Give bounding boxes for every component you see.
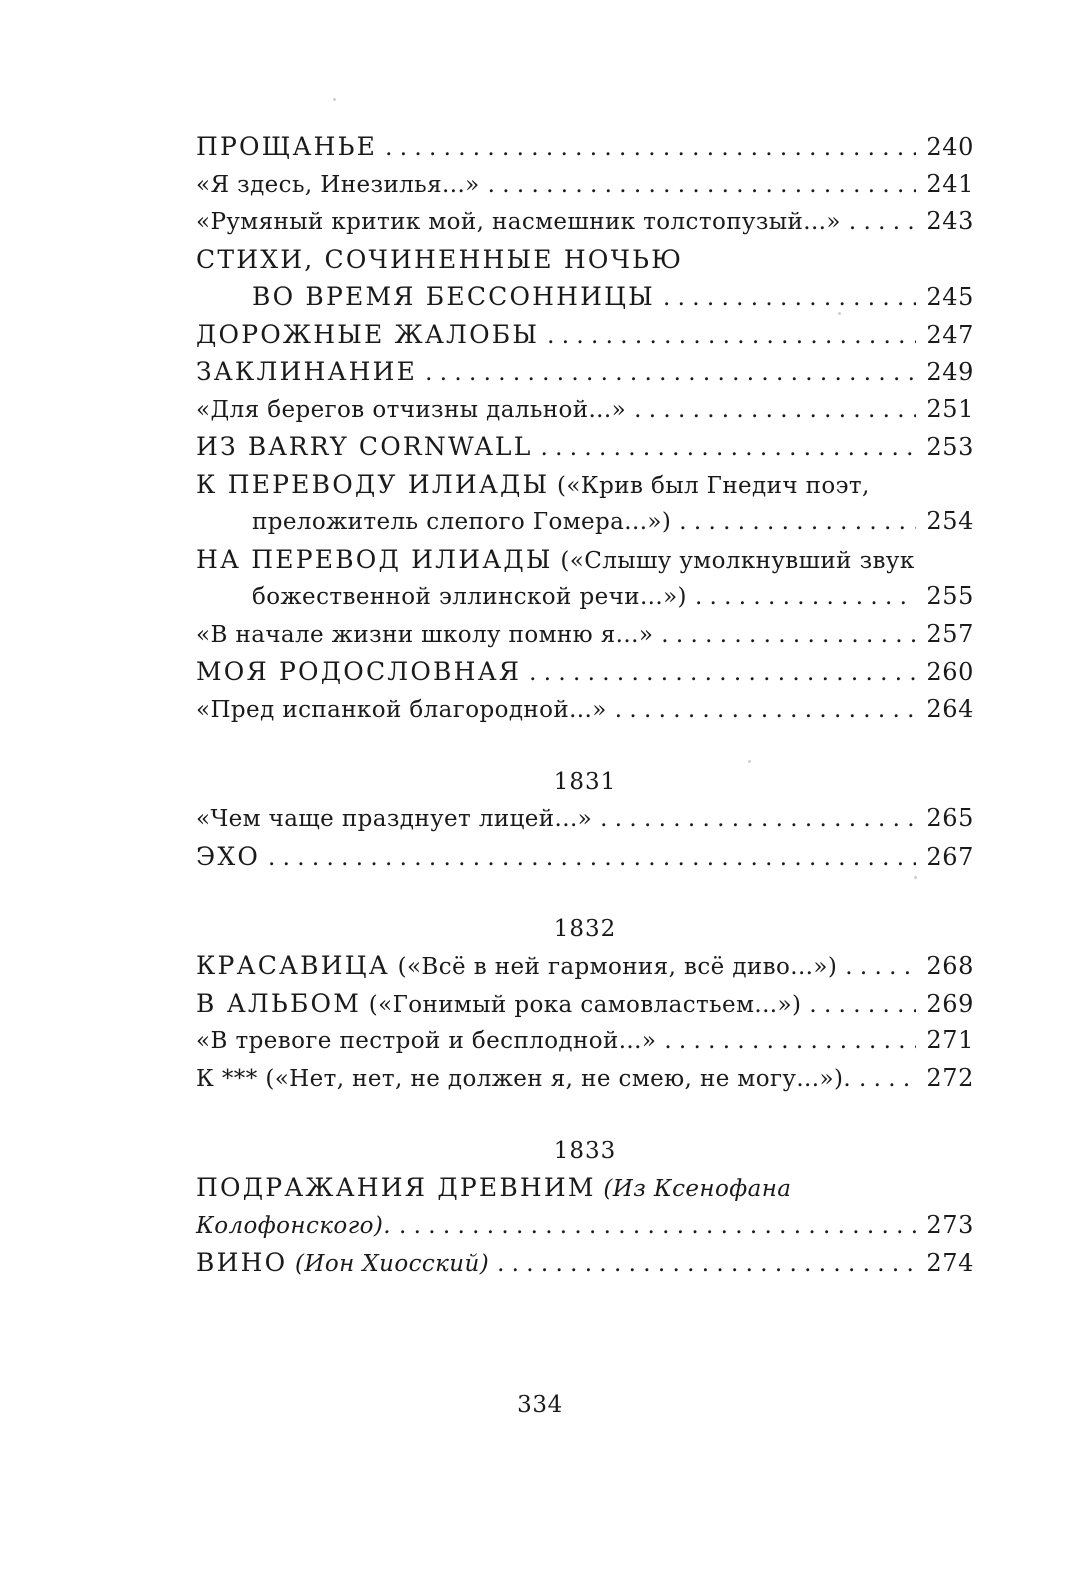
toc-entry-line bbox=[196, 278, 974, 316]
first-line-text: «Чем чаще празднует лицей...» bbox=[196, 806, 593, 832]
toc-entry-line bbox=[196, 838, 974, 876]
toc-entry-line bbox=[196, 947, 974, 985]
first-line-text: («Гонимый рока самовластьем...») bbox=[361, 991, 802, 1018]
entry-page-number: 265 bbox=[926, 804, 974, 832]
poem-title: КРАСАВИЦА bbox=[196, 951, 390, 980]
first-line-text: «В тревоге пестрой и бесплодной...» bbox=[196, 1028, 657, 1054]
first-line-text: «Я здесь, Инезилья...» bbox=[196, 171, 480, 198]
entry-page-number: 249 bbox=[926, 358, 974, 386]
toc-entry-line bbox=[196, 466, 974, 504]
entry-title bbox=[196, 392, 626, 431]
toc-entry[interactable] bbox=[196, 241, 974, 316]
toc-entry[interactable] bbox=[196, 391, 974, 429]
entry-title bbox=[196, 128, 377, 169]
toc-entry-line bbox=[196, 428, 974, 466]
toc-entry[interactable] bbox=[196, 947, 974, 985]
toc-entry-line bbox=[196, 1244, 974, 1282]
toc-entry[interactable] bbox=[196, 653, 974, 691]
entry-title bbox=[196, 653, 521, 694]
entry-page-number: 247 bbox=[926, 320, 974, 349]
toc-entry-line bbox=[196, 241, 974, 279]
toc-entry[interactable] bbox=[196, 616, 974, 654]
toc-entry[interactable] bbox=[196, 353, 974, 391]
toc-entry[interactable] bbox=[196, 466, 974, 541]
dot-leader bbox=[809, 987, 916, 1025]
dot-leader bbox=[695, 579, 916, 617]
paper-speck bbox=[748, 760, 751, 763]
entry-page-number: 273 bbox=[926, 1210, 974, 1239]
dot-leader bbox=[425, 355, 916, 393]
entry-title bbox=[196, 1023, 656, 1062]
toc-entry-line bbox=[196, 203, 974, 241]
poem-title: ИЗ BARRY CORNWALL bbox=[196, 432, 533, 461]
entry-page-number: 257 bbox=[926, 619, 974, 648]
entry-title bbox=[252, 504, 671, 543]
toc-entry-line bbox=[196, 391, 974, 429]
entry-page-number: 268 bbox=[926, 952, 974, 980]
toc-entry-line bbox=[196, 653, 974, 691]
entry-title bbox=[196, 204, 841, 243]
entry-title bbox=[196, 167, 480, 206]
toc-entry-line bbox=[196, 616, 974, 654]
toc-entry[interactable] bbox=[196, 800, 974, 838]
dot-leader bbox=[529, 655, 916, 693]
dot-leader bbox=[497, 1246, 916, 1284]
entry-page-number: 260 bbox=[926, 658, 974, 686]
entry-page-number: 243 bbox=[926, 207, 974, 235]
page-number: 334 bbox=[517, 1392, 563, 1418]
entry-title bbox=[252, 579, 687, 618]
entry-title bbox=[196, 1244, 489, 1285]
poem-title: ЗАКЛИНАНИЕ bbox=[196, 357, 418, 386]
entry-title bbox=[196, 1061, 851, 1100]
paper-speck bbox=[333, 98, 336, 101]
attribution-text: (Из Ксенофана bbox=[595, 1176, 792, 1202]
dot-leader bbox=[679, 504, 916, 542]
first-line-text: «Пред испанкой благородной...» bbox=[196, 696, 607, 723]
toc-entry-line bbox=[196, 166, 974, 204]
year-heading: 1833 bbox=[553, 1138, 617, 1164]
section-spacer bbox=[196, 1097, 974, 1133]
dot-leader bbox=[268, 840, 916, 878]
table-of-contents bbox=[196, 128, 974, 1282]
entry-title bbox=[196, 1208, 391, 1247]
entry-page-number: 269 bbox=[926, 989, 974, 1018]
dot-leader bbox=[541, 430, 917, 468]
poem-title: ДОРОЖНЫЕ ЖАЛОБЫ bbox=[196, 319, 540, 349]
toc-entry[interactable] bbox=[196, 128, 974, 166]
first-line-text: «Румяный критик мой, насмешник толстопузый...» bbox=[196, 209, 841, 235]
entry-title bbox=[196, 1169, 791, 1210]
toc-entry-line bbox=[196, 1060, 974, 1098]
dot-leader bbox=[663, 280, 916, 318]
poem-title: К ПЕРЕВОДУ ИЛИАДЫ bbox=[196, 469, 550, 499]
entry-title bbox=[196, 428, 533, 469]
entry-page-number: 251 bbox=[926, 394, 974, 423]
toc-entry[interactable] bbox=[196, 203, 974, 241]
first-line-text: «В начале жизни школу помню я...» bbox=[196, 621, 654, 648]
year-heading: 1832 bbox=[553, 916, 617, 942]
toc-entry-line bbox=[196, 316, 974, 354]
dot-leader bbox=[849, 204, 917, 242]
entry-title bbox=[196, 316, 539, 357]
dot-leader bbox=[600, 801, 916, 839]
poem-title: ЭХО bbox=[196, 841, 261, 871]
entry-title bbox=[196, 801, 592, 840]
toc-entry[interactable] bbox=[196, 1244, 974, 1282]
toc-entry-line bbox=[196, 1207, 974, 1245]
dot-leader bbox=[845, 949, 916, 987]
dot-leader bbox=[547, 318, 916, 356]
toc-entry[interactable] bbox=[196, 691, 974, 729]
poem-title: ПОДРАЖАНИЯ ДРЕВНИМ bbox=[196, 1173, 596, 1202]
toc-entry-line bbox=[196, 985, 974, 1023]
entry-page-number: 264 bbox=[926, 694, 974, 723]
toc-entry-line bbox=[196, 578, 974, 616]
toc-entry-line bbox=[196, 541, 974, 579]
toc-entry-line bbox=[196, 128, 974, 166]
poem-title: ВО ВРЕМЯ БЕССОННИЦЫ bbox=[252, 282, 655, 311]
section-spacer bbox=[196, 875, 974, 911]
year-heading: 1831 bbox=[553, 769, 617, 795]
toc-entry-line bbox=[196, 353, 974, 391]
toc-entry[interactable] bbox=[196, 1169, 974, 1244]
toc-entry[interactable] bbox=[196, 1022, 974, 1060]
entry-page-number: 245 bbox=[926, 283, 974, 311]
entry-title bbox=[196, 838, 260, 879]
poem-title: МОЯ РОДОСЛОВНАЯ bbox=[196, 657, 522, 686]
toc-entry[interactable] bbox=[196, 316, 974, 354]
entry-title bbox=[196, 466, 870, 507]
first-line-text: «Для берегов отчизны дальной...» bbox=[196, 396, 627, 423]
dot-leader bbox=[664, 1023, 916, 1061]
dot-leader bbox=[385, 130, 916, 168]
entry-title bbox=[196, 353, 417, 394]
entry-title bbox=[196, 541, 915, 582]
entry-title bbox=[196, 692, 607, 731]
dot-leader bbox=[488, 167, 917, 205]
first-line-text: божественной эллинской речи...») bbox=[252, 584, 687, 610]
entry-title bbox=[196, 947, 837, 988]
entry-page-number: 271 bbox=[926, 1026, 974, 1054]
entry-title bbox=[196, 241, 683, 282]
dot-leader bbox=[859, 1061, 916, 1099]
dot-leader bbox=[634, 392, 916, 430]
toc-entry[interactable] bbox=[196, 1060, 974, 1098]
toc-entry-line bbox=[196, 503, 974, 541]
entry-page-number: 241 bbox=[926, 169, 974, 198]
toc-entry[interactable] bbox=[196, 428, 974, 466]
entry-page-number: 254 bbox=[926, 507, 974, 535]
toc-entry[interactable] bbox=[196, 166, 974, 204]
toc-entry-line bbox=[196, 1169, 974, 1207]
poem-title: СТИХИ, СОЧИНЕННЫЕ НОЧЬЮ bbox=[196, 244, 684, 274]
first-line-text: К *** («Нет, нет, не должен я, не смею, не могу...»). bbox=[196, 1065, 852, 1092]
section-spacer bbox=[196, 728, 974, 764]
toc-entry-line bbox=[196, 800, 974, 838]
first-line-text: («Всё в ней гармония, всё диво...») bbox=[389, 954, 838, 980]
toc-entry[interactable] bbox=[196, 838, 974, 876]
toc-entry-line bbox=[196, 691, 974, 729]
entry-page-number: 240 bbox=[926, 133, 974, 161]
dot-leader bbox=[399, 1208, 916, 1246]
poem-title: В АЛЬБОМ bbox=[196, 988, 362, 1018]
first-line-text: («Слышу умолкнувший звук bbox=[552, 547, 915, 574]
entry-page-number: 274 bbox=[926, 1249, 974, 1277]
first-line-text: преложитель слепого Гомера...») bbox=[252, 509, 672, 535]
paper-speck bbox=[914, 876, 917, 879]
entry-page-number: 253 bbox=[926, 433, 974, 461]
poem-title: ВИНО bbox=[196, 1248, 288, 1277]
paper-speck bbox=[838, 312, 841, 315]
entry-title bbox=[196, 617, 653, 656]
toc-entry-line bbox=[196, 1022, 974, 1060]
entry-page-number: 267 bbox=[926, 842, 974, 871]
attribution-text: (Ион Хиосский) bbox=[287, 1251, 490, 1277]
entry-page-number: 272 bbox=[926, 1063, 974, 1092]
dot-leader bbox=[615, 692, 917, 730]
dot-leader bbox=[661, 617, 916, 655]
first-line-text: («Крив был Гнедич поэт, bbox=[549, 472, 870, 499]
toc-entry[interactable] bbox=[196, 985, 974, 1023]
poem-title: ПРОЩАНЬЕ bbox=[196, 132, 378, 161]
poem-title: НА ПЕРЕВОД ИЛИАДЫ bbox=[196, 544, 553, 574]
entry-title bbox=[196, 985, 801, 1026]
entry-title bbox=[252, 278, 655, 319]
entry-page-number: 255 bbox=[926, 582, 974, 610]
attribution-text: Колофонского). bbox=[196, 1212, 391, 1239]
toc-entry[interactable] bbox=[196, 541, 974, 616]
